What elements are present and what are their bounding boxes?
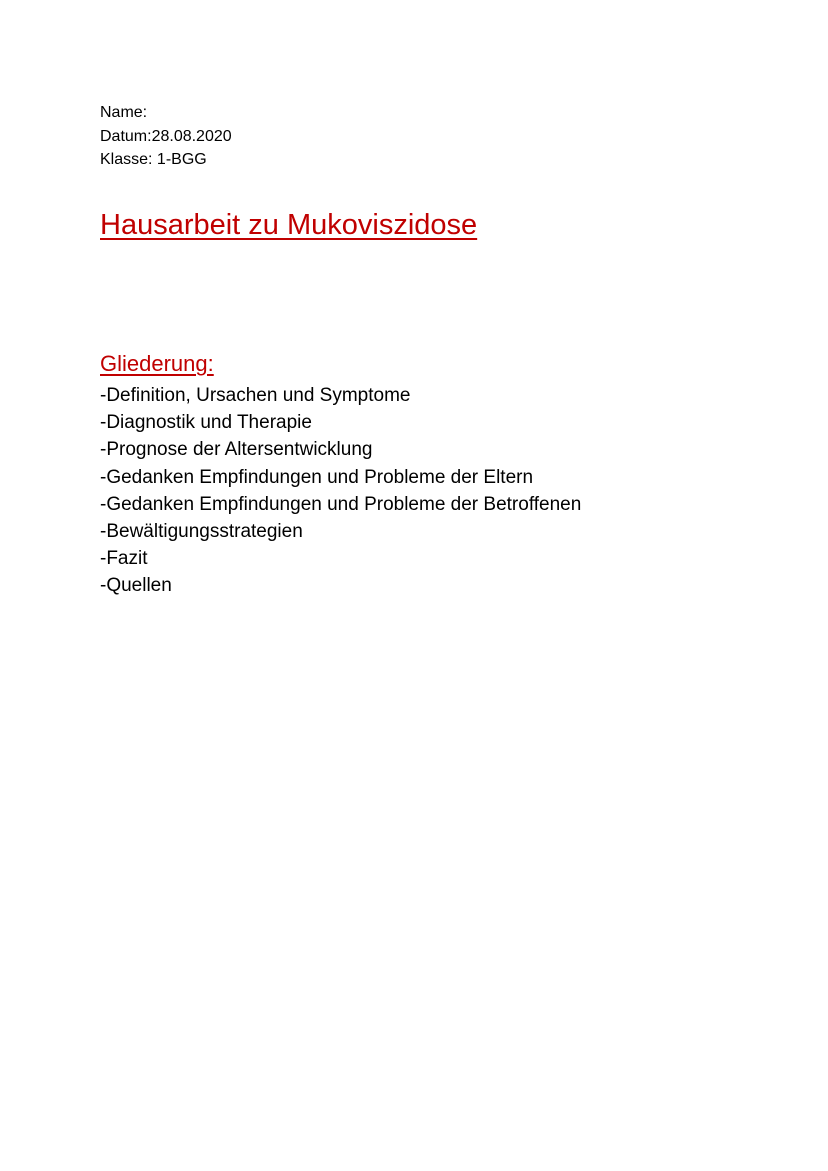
class-line: Klasse: 1-BGG [100,151,207,168]
document-header [100,101,700,172]
outline-item-eltern: -Gedanken Empfindungen und Probleme der Eltern [100,466,534,488]
name-line: Name: [100,104,148,121]
outline-item-definition: -Definition, Ursachen und Symptome [100,385,411,406]
outline-item-quellen: -Quellen [100,575,172,597]
outline-item-betroffene: -Gedanken Empfindungen und Probleme der Betroffenen [100,493,582,515]
outline-item-diagnostik: -Diagnostik und Therapie [100,412,312,434]
outline-item-bewaeltigung: -Bewältigungsstrategien [100,521,303,543]
outline-item-prognose: -Prognose der Altersentwicklung [100,439,373,461]
document-title: Hausarbeit zu Mukoviszidose [100,209,478,241]
outline-item-fazit: -Fazit [100,548,148,570]
outline-heading: Gliederung: [100,351,214,376]
date-line: Datum:28.08.2020 [100,127,232,145]
outline-list [100,382,581,600]
